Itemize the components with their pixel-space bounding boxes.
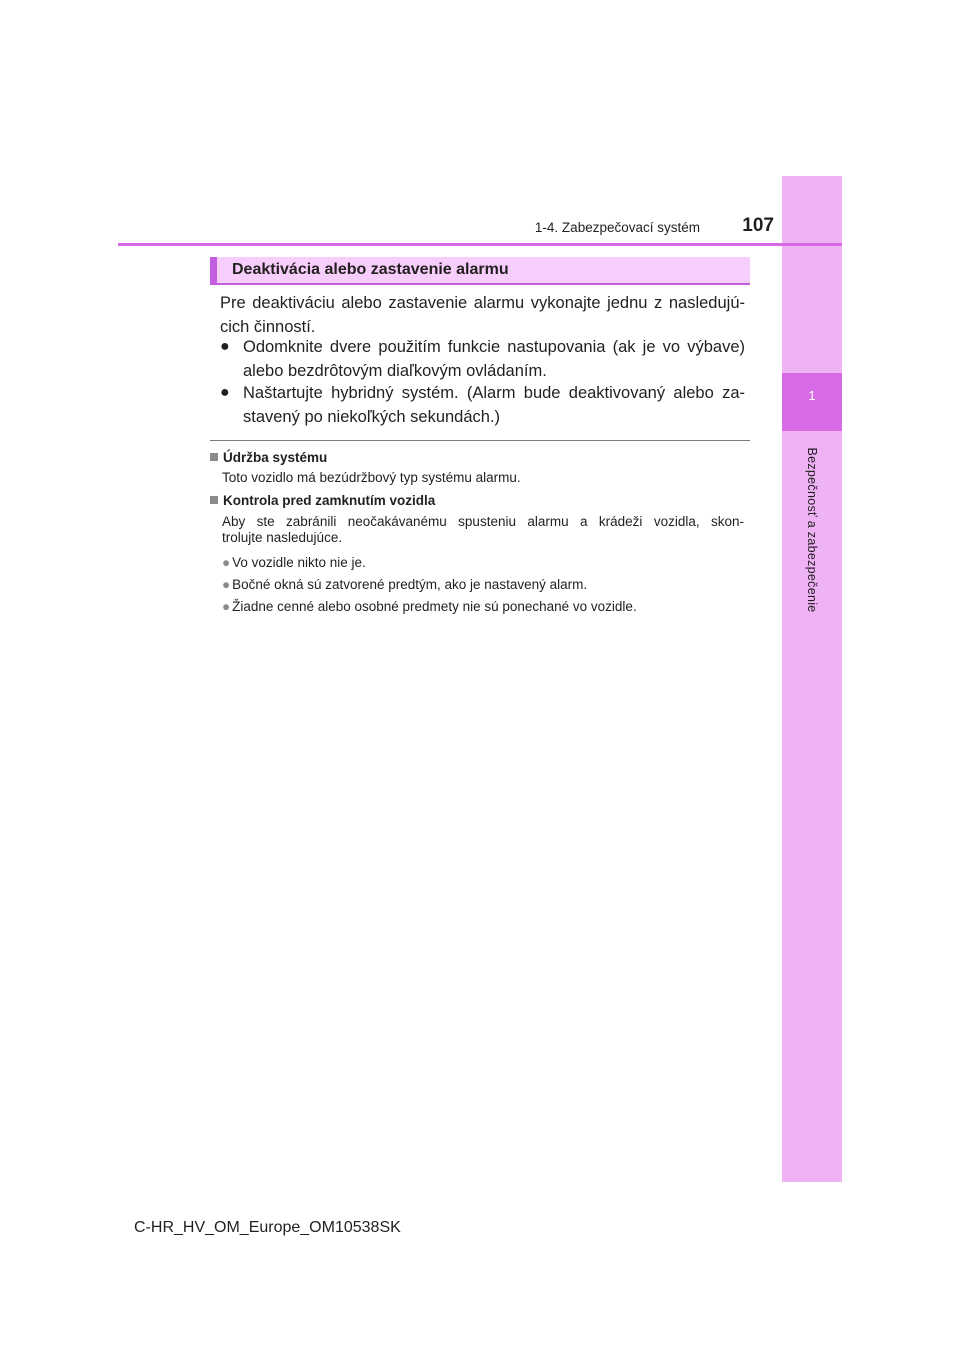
note-heading [210,450,327,465]
list-item-text [243,335,745,383]
list-item-line-2: alebo bezdrôtovým diaľkovým ovládaním. [243,362,547,380]
square-bullet-icon [210,453,218,461]
chapter-number: 1 [808,388,816,403]
page-number: 107 [742,215,774,236]
note-body-line-1: Aby ste zabránili neočakávanému spusteniu alarmu a krádeži vozidla, skon- [222,514,744,529]
note-heading-text: Údržba systému [223,450,328,465]
note-list-item-text: Žiadne cenné alebo osobné predmety nie sú ponechané vo vozidle. [232,599,637,614]
chapter-tab [782,176,842,1182]
section-title: Deaktivácia alebo zastavenie alarmu [232,261,509,278]
chapter-title: Bezpečnosť a zabezpečenie [805,447,819,613]
note-body [222,514,744,546]
section-intro [220,291,745,339]
note-heading-text: Kontrola pred zamknutím vozidla [223,493,436,508]
note-list-item [222,577,587,592]
note-list-item [222,555,366,570]
bullet-icon: ● [220,338,230,355]
intro-line-1: Pre deaktiváciu alebo zastavenie alarmu vykonajte jednu z nasledujú- [220,294,745,312]
gray-bullet-icon: ● [222,577,231,592]
bullet-icon: ● [220,384,230,401]
note-body-line-2: trolujte nasledujúce. [222,530,343,545]
header-rule [118,243,842,246]
gray-bullet-icon: ● [222,599,231,614]
intro-line-2: cich činností. [220,318,316,336]
square-bullet-icon [210,496,218,504]
note-list-item [222,599,637,614]
list-item-line-1: Odomknite dvere použitím funkcie nastupovania (ak je vo výbave) [243,338,745,356]
note-list-item-text: Vo vozidle nikto nie je. [232,555,366,570]
note-body: Toto vozidlo má bezúdržbový typ systému alarmu. [222,470,521,485]
list-item-line-2: stavený po niekoľkých sekundách.) [243,408,501,426]
footer-document-id: C-HR_HV_OM_Europe_OM10538SK [134,1219,401,1236]
section-heading-box [210,257,750,285]
list-item-text [243,381,745,429]
section-divider [210,440,750,441]
note-heading [210,493,435,508]
list-item-line-1: Naštartujte hybridný systém. (Alarm bude deaktivovaný alebo za- [243,384,745,402]
note-list-item-text: Bočné okná sú zatvorené predtým, ako je nastavený alarm. [232,577,588,592]
header-section-title: 1-4. Zabezpečovací systém [534,220,700,235]
gray-bullet-icon: ● [222,555,231,570]
